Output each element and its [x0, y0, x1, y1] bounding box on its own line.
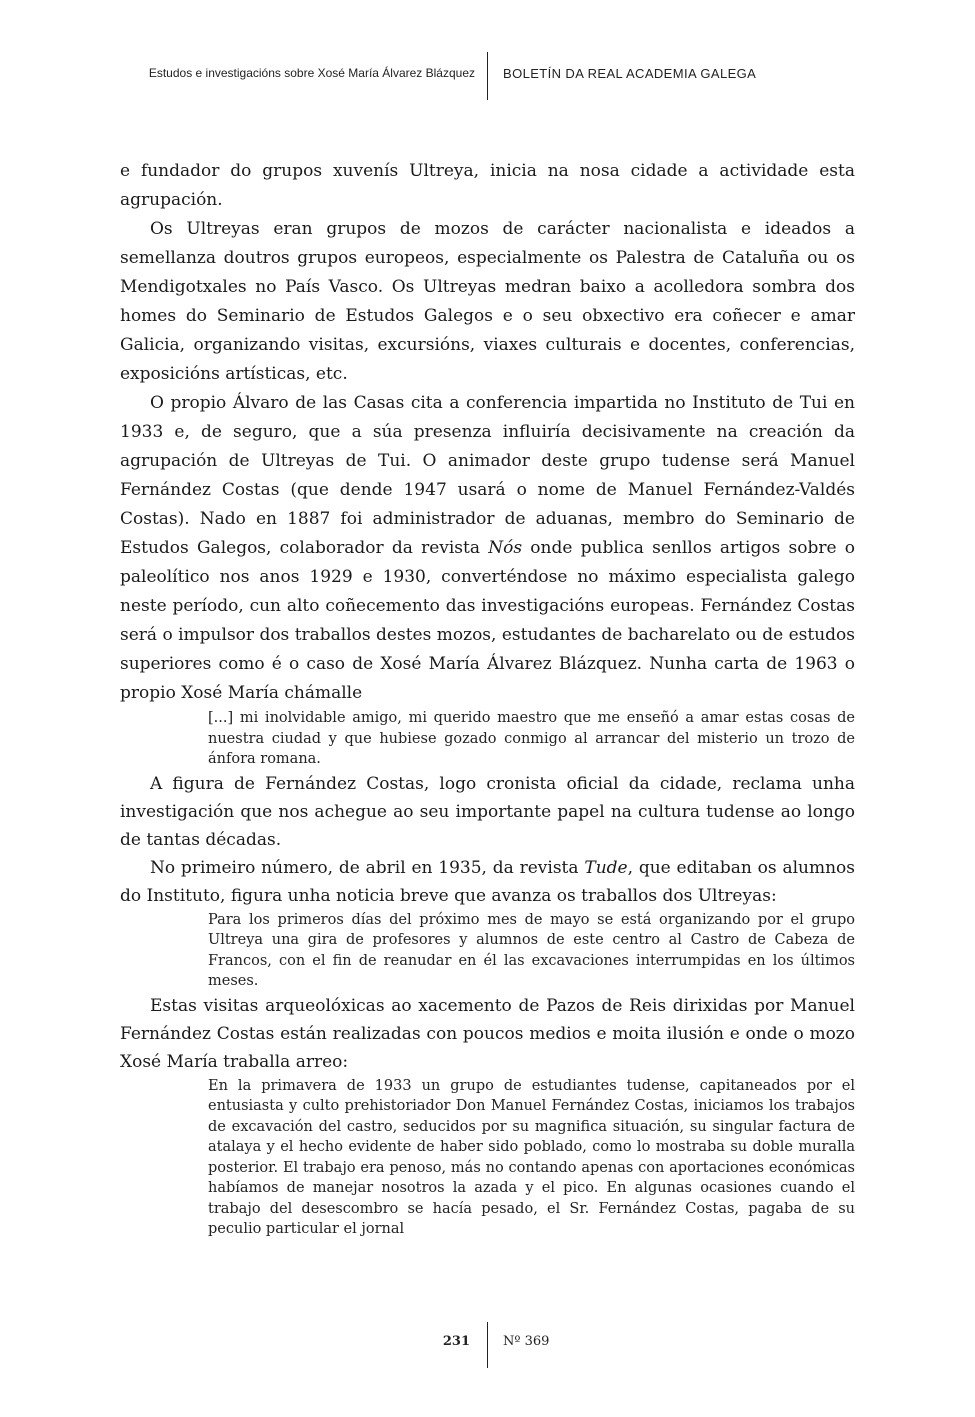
running-header-left: Estudos e investigacións sobre Xosé María Álvarez Blázquez	[148, 66, 475, 80]
block-quote-2: Para los primeros días del próximo mes de mayo se está organizando por el grupo Ultreya una gira de profesores y alumnos de este centro al Castro de Cabeza de Francos, con el fin de reanudar en él las excavaciones interrumpidas en los últimos meses.	[208, 911, 855, 989]
page-body	[120, 157, 855, 1240]
header-divider	[487, 52, 488, 100]
paragraph-2: Os Ultreyas eran grupos de mozos de carácter nacionalista e ideados a semellanza doutros grupos europeos, especialmente os Palestra de Cataluña ou os Mendigotxales no País Vasco. Os Ultreyas medran baixo a acolledora sombra dos homes do Seminario de Estudos Galegos e o seu obxectivo era coñecer e amar Galicia, organizando visitas, excursións, viaxes culturais e docentes, conferencias, exposicións artísticas, etc.	[120, 219, 855, 384]
page-number: 231	[442, 1334, 470, 1349]
issue-number: Nº 369	[503, 1334, 550, 1349]
journal-title-nos: Nós	[488, 538, 523, 558]
paragraph-4: A figura de Fernández Costas, logo cronista oficial da cidade, reclama unha investigación que nos achegue ao seu importante papel na cultura tudense ao longo de tantas décadas.	[120, 773, 855, 850]
paragraph-3-text-b: onde publica senllos artigos sobre o paleolítico nos anos 1929 e 1930, converténdose no máximo especialista galego neste período, cun alto coñecemento das investigacións europeas. Fernández Costas será o impulsor dos traballos destes mozos, estudantes de bacharelato ou de estudos superiores como é o caso de Xosé María Álvarez Blázquez. Nunha carta de 1963 o propio Xosé María chámalle	[120, 538, 855, 703]
paragraph-5-text-b: , que editaban os alumnos do Instituto, figura unha noticia breve que avanza os traballos dos Ultreyas:	[120, 857, 855, 906]
paragraph-5	[120, 854, 855, 910]
paragraph-3	[120, 389, 855, 708]
block-quote-3: En la primavera de 1933 un grupo de estudiantes tudense, capitaneados por el entusiasta y culto prehistoriador Don Manuel Fernández Costas, iniciamos los trabajos de excavación del castro, seducidos por su magnifica situación, su singular factura de atalaya y el hecho evidente de haber sido poblado, como lo mostraba su doble muralla posterior. El trabajo era penoso, más no contando apenas con aportaciones económicas habíamos de manejar nosotros la azada y el pico. En algunas ocasiones cuando el trabajo del desescombro se hacía pesado, el Sr. Fernández Costas, pagaba de su peculio particular el jornal	[208, 1077, 855, 1237]
paragraph-1: e fundador do grupos xuvenís Ultreya, inicia na nosa cidade a actividade esta agrupación.	[120, 161, 855, 210]
running-header-right: BOLETÍN DA REAL ACADEMIA GALEGA	[503, 66, 757, 81]
block-quote-1: [...] mi inolvidable amigo, mi querido maestro que me enseñó a amar estas cosas de nuestra ciudad y que hubiese gozado conmigo al arrancar del misterio un trozo de ánfora romana.	[208, 710, 855, 767]
paragraph-6: Estas visitas arqueolóxicas ao xacemento de Pazos de Reis dirixidas por Manuel Fernández Costas están realizadas con poucos medios e moita ilusión e onde o mozo Xosé María traballa arreo:	[120, 995, 855, 1072]
footer-divider	[487, 1322, 488, 1368]
journal-title-tude: Tude	[584, 857, 628, 878]
paragraph-3-text-a: O propio Álvaro de las Casas cita a conferencia impartida no Instituto de Tui en 1933 e, de seguro, que a súa presenza influiría decisivamente na creación da agrupación de Ultreyas de Tui. O animador deste grupo tudense será Manuel Fernández Costas (que dende 1947 usará o nome de Manuel Fernández-Valdés Costas). Nado en 1887 foi administrador de aduanas, membro do Seminario de Estudos Galegos, colaborador da revista	[120, 393, 855, 558]
paragraph-5-text-a: No primeiro número, de abril en 1935, da revista	[150, 857, 585, 878]
